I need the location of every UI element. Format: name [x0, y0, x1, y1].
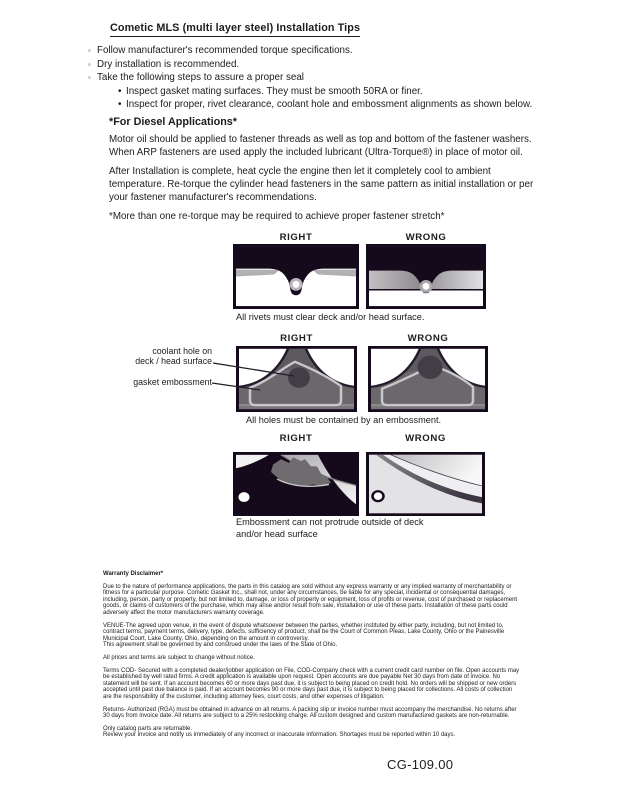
leader-lines [210, 356, 300, 396]
bullet-text: Dry installation is recommended. [97, 58, 240, 70]
embossment-right-diagram [233, 452, 359, 516]
legal-paragraph: Review your invoice and notify us immediately of any incorrect or inaccurate information. Shortages must be reported within 10 days. [103, 732, 456, 739]
coolant-hole-label: coolant hole on deck / head surface [135, 346, 212, 366]
row1-wrong-label: WRONG [405, 232, 447, 243]
page-title: Cometic MLS (multi layer steel) Installation Tips [110, 22, 360, 37]
legal-paragraph: Terms COD- Secured with a completed dealer/jobber application on File, COD-Company check with a current credit card number on file. Open accounts may be established by well rated firms. A credit application is available upon request. Open accounts are due payable Net 30 days from date of invoice. No statement will be sent. If an account becomes 60 or more days past due, it is subject to being placed on credit hold. No orders will be shipped or new orders accepted until past due balance is paid. If an account becomes 90 or more days past due, it is subject to being placed for collections. All costs of collection are the responsibility of the customer, including attorney fees, court costs, and other expenses of litigation. [103, 667, 520, 700]
install-tips-list [88, 44, 568, 112]
legal-paragraph: VENUE-The agreed upon venue, in the event of dispute whatsoever between the parties, whether instituted by either party, including, but not limited to, contract terms, payment terms, delivery, type, defects, sufficiency of product, shall be the Court of Common Pleas, Lake County, Ohio or the Painesville Municipal Court, Lake County, Ohio, depending on the amount in controversy. [103, 622, 505, 642]
bullet-icon: ◦ [88, 46, 91, 55]
bullet-item [88, 44, 568, 58]
legal-paragraph: Only catalog parts are returnable. [103, 725, 193, 732]
legal-paragraph: Returns- Authorized (RGA) must be obtained in advance on all returns. A packing slip or invoice number must accompany the merchandise. No returns after 30 days from invoice date. All returns are subject to a 25% restocking charge. All custom designed and custom manufactured gaskets are non-returnable. [103, 706, 517, 720]
legal-heading: Warranty Disclaimer* [103, 571, 164, 577]
bullet-text: Inspect for proper, rivet clearance, coolant hole and embossment alignments as shown below. [126, 99, 533, 111]
bullet-text: Follow manufacturer's recommended torque specifications. [97, 45, 353, 56]
rivet-clearance-right-diagram [233, 244, 359, 309]
bullet-item [88, 71, 568, 85]
row1-caption: All rivets must clear deck and/or head surface. [236, 312, 425, 322]
bullet-item [88, 58, 568, 72]
legal-paragraph: Due to the nature of performance applications, the parts in this catalog are sold without any express warranty or any implied warranty of merchantability or fitness for a particular purpose. Cometic Gasket Inc., shall not, under any circumstances, be liable for any special, incidental or consequential damages, including, person, party or property, but not limited to, damage, or loss of property or equipment, loss of profits or revenue, cost of purchased or replacement goods, or claims of customers of the purchase, which may arise and/or result from sale, installation or use of these parts. Installation of these parts could adversely affect the motor manufacturers warranty coverage. [103, 583, 518, 616]
bullet-text: Inspect gasket mating surfaces. They must be smooth 50RA or finer. [126, 85, 423, 97]
rivet-clearance-wrong-diagram [366, 244, 486, 309]
sub-bullet-item [118, 98, 568, 112]
legal-section [103, 571, 521, 745]
row3-caption: Embossment can not protrude outside of deck and/or head surface [236, 517, 424, 539]
bullet-icon: • [118, 85, 122, 97]
row2-right-label: RIGHT [280, 333, 313, 344]
gasket-embossment-label: gasket embossment [133, 377, 212, 387]
row3-wrong-label: WRONG [405, 433, 446, 444]
bullet-icon: • [118, 99, 122, 111]
row2-wrong-label: WRONG [407, 333, 449, 344]
row1-right-label: RIGHT [279, 232, 313, 243]
row3-right-label: RIGHT [279, 433, 313, 444]
diesel-paragraph: Motor oil should be applied to fastener threads as well as top and bottom of the fastener washers. When ARP fasteners are used apply the included lubricant (Ultra-Torque®) in place of motor oil. [109, 134, 532, 158]
row2-caption: All holes must be contained by an embossment. [246, 415, 442, 425]
coolant-hole-wrong-diagram [368, 346, 488, 412]
bullet-icon: ◦ [88, 59, 91, 69]
diesel-section-heading: *For Diesel Applications* [109, 116, 237, 128]
diesel-paragraph: After Installation is complete, heat cycle the engine then let it completely cool to ambient temperature. Re-torque the cylinder head fasteners in the same pattern as initial installation or per your fastener manufacturer's recommendations. [109, 166, 534, 203]
diesel-paragraph: *More than one re-torque may be required to achieve proper fastener stretch* [109, 211, 445, 222]
bullet-icon: ◦ [88, 73, 91, 83]
page-code: CG-109.00 [387, 757, 454, 772]
legal-paragraph: All prices and terms are subject to change without notice. [103, 654, 255, 661]
embossment-wrong-diagram [366, 452, 485, 516]
bullet-text: Take the following steps to assure a proper seal [97, 72, 304, 84]
sub-bullet-item [118, 85, 568, 99]
legal-paragraph: This agreement shall be governed by and construed under the laws of the State of Ohio. [103, 642, 338, 649]
